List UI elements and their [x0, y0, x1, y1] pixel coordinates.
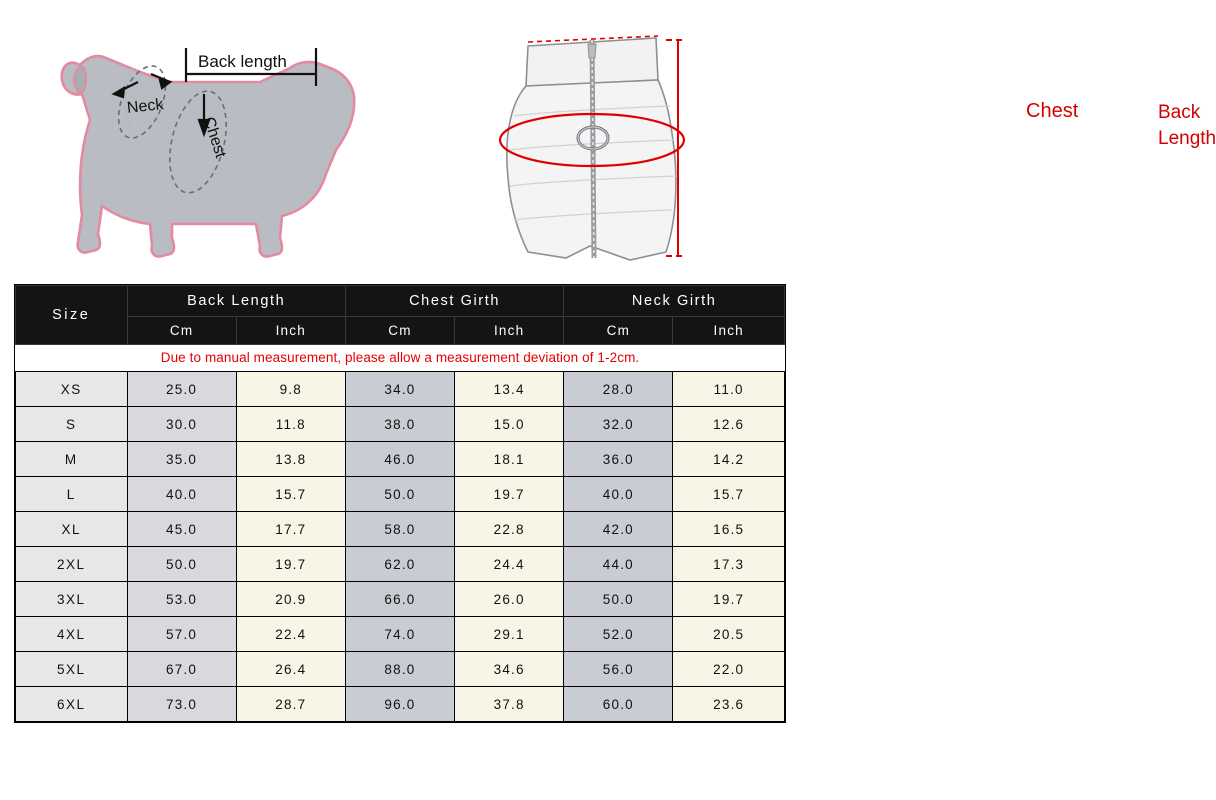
cell-neck-inch: 11.0	[673, 372, 785, 407]
header-unit-neck-cm: Cm	[564, 317, 673, 345]
header-size: Size	[16, 286, 128, 345]
header-unit-back-cm: Cm	[127, 317, 236, 345]
cell-neck-inch: 12.6	[673, 407, 785, 442]
cell-back-cm: 30.0	[127, 407, 236, 442]
cell-size: XS	[16, 372, 128, 407]
cell-neck-inch: 14.2	[673, 442, 785, 477]
cell-chest-inch: 26.0	[455, 582, 564, 617]
measurement-notice: Due to manual measurement, please allow a measurement deviation of 1-2cm.	[16, 345, 785, 372]
cell-neck-cm: 42.0	[564, 512, 673, 547]
table-row	[16, 407, 785, 442]
cell-chest-cm: 74.0	[345, 617, 454, 652]
size-table-wrapper	[14, 284, 786, 723]
cell-neck-cm: 56.0	[564, 652, 673, 687]
illustration-area	[0, 0, 1216, 282]
cell-chest-inch: 15.0	[455, 407, 564, 442]
cell-back-cm: 45.0	[127, 512, 236, 547]
cell-back-inch: 13.8	[236, 442, 345, 477]
header-unit-chest-inch: Inch	[455, 317, 564, 345]
cell-back-inch: 20.9	[236, 582, 345, 617]
cell-back-inch: 15.7	[236, 477, 345, 512]
cell-neck-cm: 28.0	[564, 372, 673, 407]
table-row	[16, 617, 785, 652]
cell-chest-inch: 24.4	[455, 547, 564, 582]
cell-back-cm: 40.0	[127, 477, 236, 512]
cell-chest-inch: 29.1	[455, 617, 564, 652]
cell-back-cm: 67.0	[127, 652, 236, 687]
vest-back-length-line1: Back	[1158, 102, 1201, 123]
cell-back-inch: 26.4	[236, 652, 345, 687]
size-table	[15, 285, 785, 722]
cell-chest-cm: 50.0	[345, 477, 454, 512]
vest-diagram	[470, 8, 1216, 280]
cell-back-inch: 17.7	[236, 512, 345, 547]
table-row	[16, 512, 785, 547]
cell-neck-cm: 52.0	[564, 617, 673, 652]
cell-neck-inch: 23.6	[673, 687, 785, 722]
cell-back-inch: 11.8	[236, 407, 345, 442]
cell-back-cm: 25.0	[127, 372, 236, 407]
cell-neck-inch: 16.5	[673, 512, 785, 547]
cell-back-cm: 53.0	[127, 582, 236, 617]
vest-illustration-svg	[470, 8, 790, 280]
cell-chest-inch: 13.4	[455, 372, 564, 407]
header-unit-chest-cm: Cm	[345, 317, 454, 345]
cell-neck-inch: 22.0	[673, 652, 785, 687]
cell-neck-cm: 36.0	[564, 442, 673, 477]
dog-back-length-label: Back length	[198, 52, 287, 71]
cell-size: 3XL	[16, 582, 128, 617]
table-body	[16, 372, 785, 722]
cell-neck-cm: 50.0	[564, 582, 673, 617]
cell-back-inch: 19.7	[236, 547, 345, 582]
vest-back-length-label	[1158, 100, 1216, 151]
cell-neck-inch: 17.3	[673, 547, 785, 582]
table-row	[16, 477, 785, 512]
cell-back-inch: 28.7	[236, 687, 345, 722]
vest-chest-label: Chest	[1026, 100, 1079, 122]
cell-chest-inch: 19.7	[455, 477, 564, 512]
cell-size: M	[16, 442, 128, 477]
table-row	[16, 582, 785, 617]
cell-back-inch: 9.8	[236, 372, 345, 407]
header-group-chest-girth: Chest Girth	[345, 286, 563, 317]
vest-back-length-line2: Length	[1158, 127, 1216, 149]
header-group-neck-girth: Neck Girth	[564, 286, 785, 317]
table-row	[16, 547, 785, 582]
table-header	[16, 286, 785, 345]
cell-neck-cm: 44.0	[564, 547, 673, 582]
cell-chest-cm: 46.0	[345, 442, 454, 477]
cell-chest-cm: 88.0	[345, 652, 454, 687]
dog-neck-label: Neck	[126, 96, 165, 117]
cell-size: XL	[16, 512, 128, 547]
cell-back-cm: 35.0	[127, 442, 236, 477]
cell-size: S	[16, 407, 128, 442]
cell-chest-cm: 34.0	[345, 372, 454, 407]
table-row	[16, 372, 785, 407]
cell-chest-cm: 38.0	[345, 407, 454, 442]
cell-chest-cm: 66.0	[345, 582, 454, 617]
cell-back-cm: 50.0	[127, 547, 236, 582]
cell-chest-cm: 58.0	[345, 512, 454, 547]
cell-chest-cm: 96.0	[345, 687, 454, 722]
cell-neck-inch: 20.5	[673, 617, 785, 652]
cell-neck-cm: 60.0	[564, 687, 673, 722]
cell-size: L	[16, 477, 128, 512]
cell-chest-cm: 62.0	[345, 547, 454, 582]
cell-neck-cm: 40.0	[564, 477, 673, 512]
table-row	[16, 687, 785, 722]
cell-chest-inch: 22.8	[455, 512, 564, 547]
measurement-notice-row	[16, 345, 785, 372]
cell-chest-inch: 37.8	[455, 687, 564, 722]
cell-size: 6XL	[16, 687, 128, 722]
header-group-back-length: Back Length	[127, 286, 345, 317]
cell-size: 4XL	[16, 617, 128, 652]
cell-back-cm: 57.0	[127, 617, 236, 652]
header-group-row	[16, 286, 785, 317]
cell-neck-cm: 32.0	[564, 407, 673, 442]
cell-back-cm: 73.0	[127, 687, 236, 722]
header-unit-back-inch: Inch	[236, 317, 345, 345]
cell-back-inch: 22.4	[236, 617, 345, 652]
cell-neck-inch: 15.7	[673, 477, 785, 512]
dog-illustration-svg	[20, 10, 380, 280]
header-unit-row	[16, 317, 785, 345]
header-unit-neck-inch: Inch	[673, 317, 785, 345]
dog-diagram	[20, 10, 380, 280]
table-row	[16, 442, 785, 477]
cell-chest-inch: 34.6	[455, 652, 564, 687]
cell-chest-inch: 18.1	[455, 442, 564, 477]
cell-neck-inch: 19.7	[673, 582, 785, 617]
table-row	[16, 652, 785, 687]
cell-size: 5XL	[16, 652, 128, 687]
cell-size: 2XL	[16, 547, 128, 582]
dog-chest-label: Chest	[199, 115, 229, 161]
